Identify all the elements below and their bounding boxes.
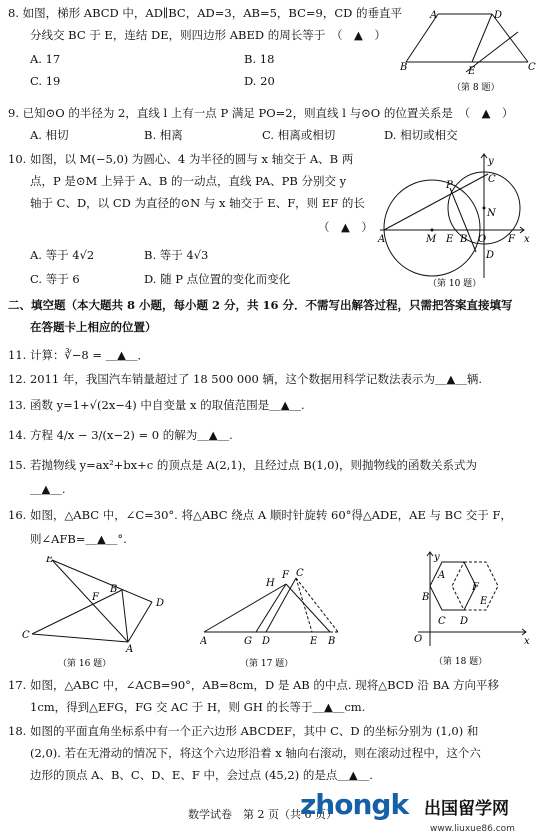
q8-option-a: A. 17	[30, 52, 61, 66]
q8-line1: 8. 如图，梯形 ABCD 中，AD∥BC，AD=3，AB=5，BC=9，CD 的垂直平	[8, 6, 403, 20]
q10-option-c: C. 等于 6	[30, 272, 80, 286]
q8-option-b: B. 18	[244, 52, 275, 66]
q10-option-d: D. 随 P 点位置的变化而变化	[144, 272, 291, 286]
q8-line2: 分线交 BC 于 E，连结 DE，则四边形 ABED 的周长等于 （ ▲ ）	[30, 28, 386, 42]
q18-caption: （第 18 题）	[434, 657, 488, 667]
q9-line1: 9. 已知⊙O 的半径为 2，直线 l 上有一点 P 满足 PO=2，则直线 l 与⊙O 的位置关系是 （ ▲ ）	[8, 106, 514, 120]
q17-label-e: E	[310, 636, 318, 647]
section2-heading-line2: 在答题卡上相应的位置）	[30, 320, 157, 334]
q10-label-e: E	[446, 234, 454, 245]
q8-label-c: C	[528, 62, 536, 73]
q8-caption: （第 8 题）	[452, 83, 500, 93]
q10-label-c: C	[488, 174, 496, 185]
q8-label-d: D	[494, 10, 503, 21]
q10-label-n: N	[487, 208, 496, 219]
q17-line1: 17. 如图，△ABC 中，∠ACB=90°，AB=8cm，D 是 AB 的中点. 现将△BCD 沿 BA 方向平移	[8, 678, 499, 692]
q18-label-e: E	[480, 596, 488, 607]
q10-line2: 点，P 是⊙M 上异于 A、B 的一动点，直线 PA、PB 分别交 y	[30, 174, 347, 188]
q9-option-c: C. 相离或相切	[262, 128, 336, 142]
q16-label-f: F	[92, 592, 99, 603]
q17-caption: （第 17 题）	[240, 659, 294, 669]
q10-label-f: F	[508, 234, 515, 245]
q16-caption: （第 16 题）	[58, 659, 112, 669]
q10-answer-slot: （ ▲ ）	[318, 220, 373, 234]
q18-label-a: A	[438, 570, 446, 581]
q16-figure	[18, 556, 188, 670]
q8-option-c: C. 19	[30, 74, 61, 88]
q18-label-o: O	[414, 634, 423, 645]
q10-label-a: A	[378, 234, 386, 245]
watermark-logo-left: zhongk	[300, 788, 409, 821]
q17-label-f: F	[282, 570, 289, 581]
q10-line3: 轴于 C、D，以 CD 为直径的⊙N 与 x 轴交于 E、F，则 EF 的长	[30, 196, 365, 210]
q16-label-c: C	[22, 630, 30, 641]
q16-line1: 16. 如图，△ABC 中，∠C=30°. 将△ABC 绕点 A 顺时针旋转 60°得△ADE，AE 与 BC 交于 F，	[8, 508, 512, 522]
q18-line3: 边形的顶点 A、B、C、D、E、F 中，会过点 (45,2) 的是点＿▲＿.	[30, 768, 373, 782]
q18-label-x: x	[524, 636, 530, 647]
q8-figure	[400, 8, 538, 100]
q16-line2: 则∠AFB=＿▲＿°.	[30, 532, 127, 546]
q10-figure	[376, 146, 538, 288]
q12: 12. 2011 年，我国汽车销量超过了 18 500 000 辆，这个数据用科学记数法表示为＿▲＿辆.	[8, 372, 483, 386]
q13: 13. 函数 y=1+√(2x−4) 中自变量 x 的取值范围是＿▲＿.	[8, 398, 305, 412]
q17-label-a: A	[200, 636, 208, 647]
q10-label-x: x	[524, 234, 530, 245]
q8-option-d: D. 20	[244, 74, 275, 88]
q8-label-b: B	[400, 62, 408, 73]
q11: 11. 计算：∛−8 = ＿▲＿．	[8, 348, 150, 362]
q17-figure	[200, 564, 350, 670]
q10-label-o: O	[478, 234, 487, 245]
q9-option-a: A. 相切	[30, 128, 69, 142]
q16-label-d: D	[156, 598, 165, 609]
q10-label-d: D	[486, 250, 495, 261]
q9-option-b: B. 相离	[144, 128, 183, 142]
q10-label-p: P	[446, 180, 453, 191]
q14: 14. 方程 4/x − 3/(x−2) = 0 的解为＿▲＿.	[8, 428, 233, 442]
q10-option-a: A. 等于 4√2	[30, 248, 95, 262]
q15-line2: ＿▲＿.	[30, 482, 66, 496]
q8-label-e: E	[468, 66, 476, 77]
q10-option-b: B. 等于 4√3	[144, 248, 209, 262]
q17-label-b: B	[328, 636, 336, 647]
q10-label-m: M	[426, 234, 437, 245]
q18-line2: (2,0). 若在无滑动的情况下，将这个六边形沿着 x 轴向右滚动，则在滚动过程中，这个六	[30, 746, 481, 760]
q17-label-d: D	[262, 636, 271, 647]
q18-label-d: D	[460, 616, 469, 627]
q16-label-e: E	[46, 556, 54, 565]
q18-label-y: y	[434, 552, 440, 563]
q17-line2: 1cm，得到△EFG，FG 交 AC 于 H，则 GH 的长等于＿▲＿cm.	[30, 700, 366, 714]
q16-label-b: B	[110, 584, 118, 595]
q18-label-b: B	[422, 592, 430, 603]
q9-option-d: D. 相切或相交	[384, 128, 458, 142]
watermark-logo-right: 出国留学网	[424, 799, 509, 819]
q10-label-b: B	[460, 234, 468, 245]
q18-label-f: F	[472, 582, 479, 593]
page-footer: 数学试卷 第 2 页（共 6 页）	[188, 808, 337, 821]
q18-label-c: C	[438, 616, 446, 627]
q10-line1: 10. 如图，以 M(−5,0) 为圆心、4 为半径的圆与 x 轴交于 A、B 两	[8, 152, 354, 166]
section2-heading-line1: 二、填空题（本大题共 8 小题，每小题 2 分，共 16 分．不需写出解答过程，只需把答案直接填写	[8, 298, 513, 312]
watermark-url: www.liuxue86.com	[430, 824, 515, 834]
q8-label-a: A	[430, 10, 438, 21]
q18-line1: 18. 如图的平面直角坐标系中有一个正六边形 ABCDEF，其中 C、D 的坐标分别为 (1,0) 和	[8, 724, 479, 738]
q17-label-c: C	[296, 568, 304, 579]
q17-label-h: H	[266, 578, 275, 589]
q16-label-a: A	[126, 644, 134, 655]
q15-line1: 15. 若抛物线 y=ax²+bx+c 的顶点是 A(2,1)，且经过点 B(1,0)，则抛物线的函数关系式为	[8, 458, 477, 472]
q18-figure	[398, 548, 534, 672]
q10-caption: （第 10 题）	[428, 279, 482, 288]
q17-label-g: G	[244, 636, 252, 647]
q10-label-y: y	[488, 156, 494, 167]
